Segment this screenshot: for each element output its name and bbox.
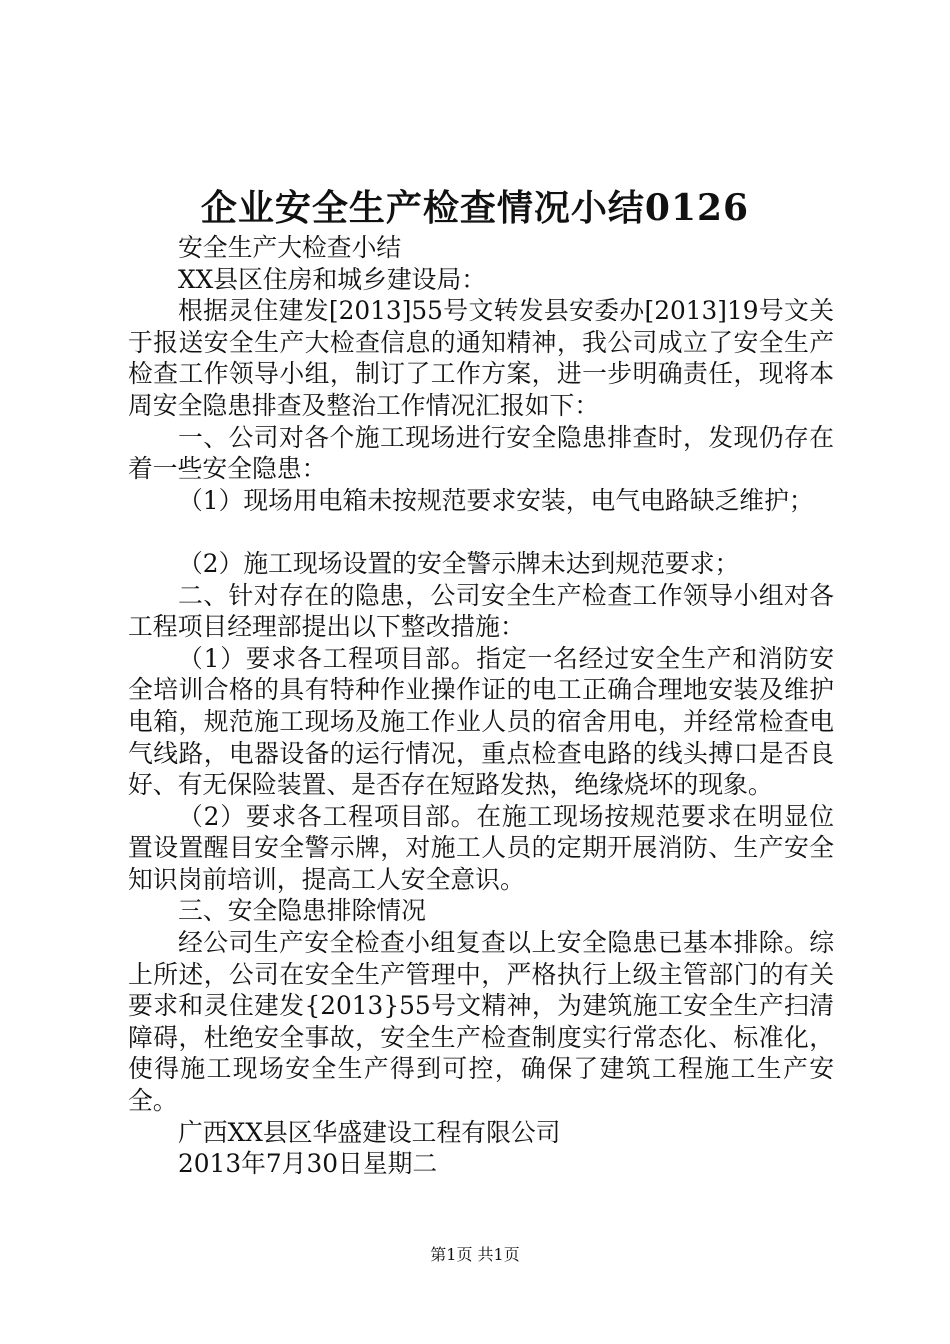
- document-title: 企业安全生产检查情况小结0126: [200, 187, 750, 229]
- measure-one-paragraph: （1）要求各工程项目部。指定一名经过安全生产和消防安全培训合格的具有特种作业操作证的电工正确合理地安装及维护电箱，规范施工现场及施工作业人员的宿舍用电，并经常检查电气线路，电器设备的运行情况，重点检查电路的线头搏口是否良好、有无保险装置、是否存在短路发热，绝缘烧坏的现象。: [128, 643, 834, 800]
- intro-paragraph: 根据灵住建发[2013]55号文转发县安委办[2013]19号文关于报送安全生产大检查信息的通知精神，我公司成立了安全生产检查工作领导小组，制订了工作方案，进一步明确责任，现将本周安全隐患排查及整治工作情况汇报如下：: [128, 296, 834, 420]
- subtitle-paragraph: 安全生产大检查小结: [178, 233, 402, 262]
- issue-one-paragraph: （1）现场用电箱未按规范要求安装，电气电路缺乏维护；: [178, 485, 814, 515]
- company-signature: 广西XX县区华盛建设工程有限公司: [178, 1117, 561, 1147]
- document-date: 2013年7月30日星期二: [178, 1149, 438, 1179]
- page-footer: 第1页 共1页: [430, 1245, 520, 1264]
- section-two-paragraph: 二、针对存在的隐患，公司安全生产检查工作领导小组对各工程项目经理部提出以下整改措施：: [128, 580, 834, 642]
- measure-two-paragraph: （2）要求各工程项目部。在施工现场按规范要求在明显位置设置醒目安全警示牌，对施工人员的定期开展消防、生产安全知识岗前培训，提高工人安全意识。: [128, 801, 834, 894]
- section-three-paragraph: 三、安全隐患排除情况: [178, 896, 426, 926]
- recipient-paragraph: XX县区住房和城乡建设局：: [178, 264, 487, 294]
- section-one-paragraph: 一、公司对各个施工现场进行安全隐患排查时，发现仍存在着一些安全隐患：: [128, 422, 834, 484]
- document-body: [128, 232, 834, 1180]
- issue-two-paragraph: （2）施工现场设置的安全警示牌未达到规范要求；: [178, 548, 740, 578]
- conclusion-paragraph: 经公司生产安全检查小组复查以上安全隐患已基本排除。综上所述，公司在安全生产管理中，严格执行上级主管部门的有关要求和灵住建发{2013}55号文精神，为建筑施工安全生产扫清障碍，杜绝安全事故，安全生产检查制度实行常态化、标准化，使得施工现场安全生产得到可控，确保了建筑工程施工生产安全。: [128, 928, 834, 1116]
